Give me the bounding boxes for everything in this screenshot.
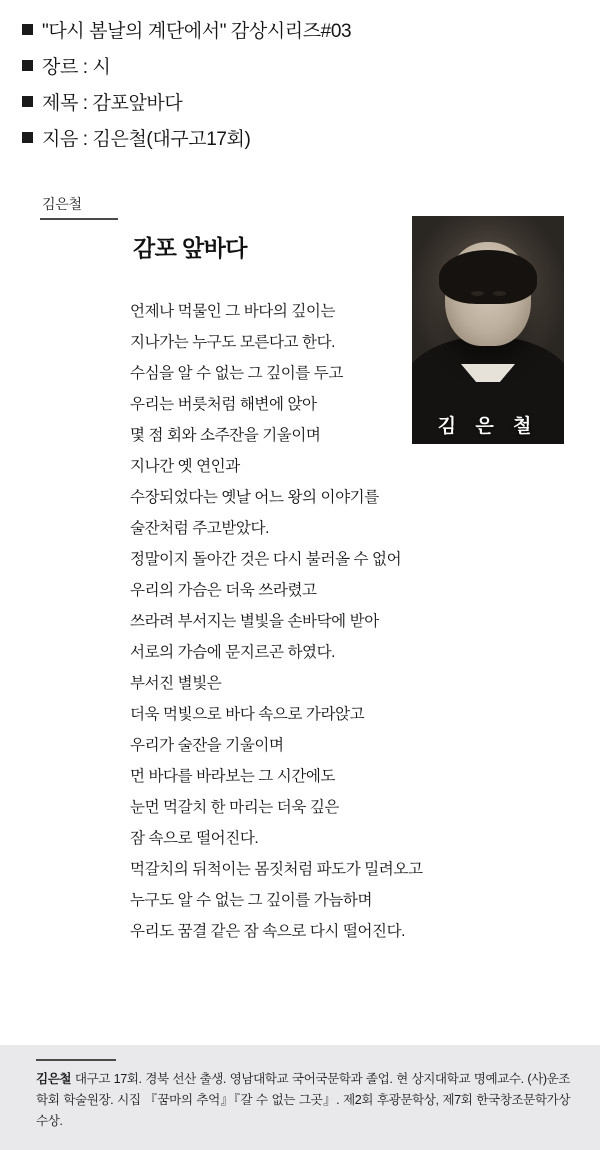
header-line-subject xyxy=(22,88,600,115)
header-title-text: "다시 봄날의 계단에서" 감상시리즈#03 xyxy=(42,21,352,42)
footer-rule-divider xyxy=(36,1059,116,1061)
poem-line: 우리는 버릇처럼 해변에 앉아 xyxy=(130,396,317,413)
header-block xyxy=(0,0,600,166)
poem-line: 술잔처럼 주고받았다. xyxy=(130,520,269,537)
square-bullet-icon xyxy=(22,24,33,35)
poem-line: 우리가 술잔을 기울이며 xyxy=(130,737,284,754)
square-bullet-icon xyxy=(22,132,33,143)
poem-line: 부서진 별빛은 xyxy=(130,675,222,692)
poem-line: 정말이지 돌아간 것은 다시 불러올 수 없어 xyxy=(130,551,402,568)
poem-card xyxy=(18,188,582,996)
author-bio-footer xyxy=(0,1045,600,1150)
poem-line: 수장되었다는 옛날 어느 왕의 이야기를 xyxy=(130,489,379,506)
poem-line: 서로의 가슴에 문지르곤 하였다. xyxy=(130,644,336,661)
poem-line: 몇 점 회와 소주잔을 기울이며 xyxy=(130,427,321,444)
header-subject-text: 제목 : 감포앞바다 xyxy=(42,93,183,114)
poem-body xyxy=(130,296,568,947)
poem-line: 잠 속으로 떨어진다. xyxy=(130,830,259,847)
author-bio-name: 김은철 xyxy=(36,1072,72,1086)
poem-line: 눈먼 먹갈치 한 마리는 더욱 깊은 xyxy=(130,799,339,816)
poem-line: 우리도 꿈결 같은 잠 속으로 다시 떨어진다. xyxy=(130,923,406,940)
poem-line: 지나가는 누구도 모른다고 한다. xyxy=(130,334,336,351)
author-bio-description: 대구고 17회. 경북 선산 출생. 영남대학교 국어국문학과 졸업. 현 상지대학교 명예교수. (사)운조학회 학술원장. 시집 『꿈마의 추억』『갈 수 없는 그곳』. 제2회 후광문학상, 제7회 한국창조문학가상 수상. xyxy=(36,1072,570,1128)
poem-author-tag: 김은철 xyxy=(42,196,82,212)
poem-line: 수심을 알 수 없는 그 깊이를 두고 xyxy=(130,365,343,382)
square-bullet-icon xyxy=(22,96,33,107)
author-bio-text xyxy=(36,1069,570,1132)
author-rule-divider xyxy=(40,218,118,220)
poem-line: 우리의 가슴은 더욱 쓰라렸고 xyxy=(130,582,317,599)
poem-line: 지나간 옛 연인과 xyxy=(130,458,240,475)
header-genre-text: 장르 : 시 xyxy=(42,57,111,78)
header-line-title xyxy=(22,16,600,43)
footer-spacer xyxy=(0,983,600,1045)
header-line-genre xyxy=(22,52,600,79)
poem-line: 먹갈치의 뒤척이는 몸짓처럼 파도가 밀려오고 xyxy=(130,861,423,878)
poem-line: 언제나 먹물인 그 바다의 깊이는 xyxy=(130,303,336,320)
portrait-caption: 김 은 철 xyxy=(437,416,539,437)
poem-title: 감포 앞바다 xyxy=(133,235,247,261)
header-author-text: 지음 : 김은철(대구고17회) xyxy=(42,129,251,150)
poem-line: 더욱 먹빛으로 바다 속으로 가라앉고 xyxy=(130,706,365,723)
header-line-author xyxy=(22,124,600,151)
poem-line: 쓰라려 부서지는 별빛을 손바닥에 받아 xyxy=(130,613,379,630)
square-bullet-icon xyxy=(22,60,33,71)
poem-line: 먼 바다를 바라보는 그 시간에도 xyxy=(130,768,336,785)
poem-line: 누구도 알 수 없는 그 깊이를 가늠하며 xyxy=(130,892,373,909)
